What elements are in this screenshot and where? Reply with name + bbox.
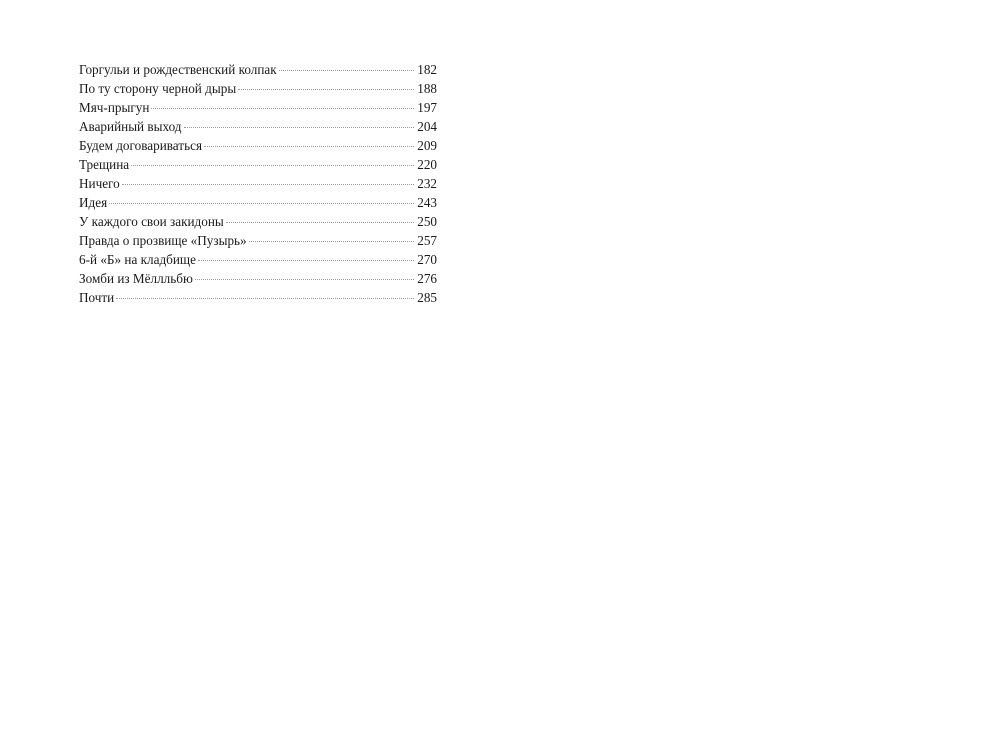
toc-entry-title: По ту сторону черной дыры — [79, 81, 237, 96]
toc-dot-leader — [226, 222, 414, 223]
toc-dot-leader — [184, 127, 415, 128]
toc-entry — [79, 193, 437, 212]
toc-entry-title: У каждого свои закидоны — [79, 214, 224, 229]
toc-dot-leader — [249, 241, 415, 242]
toc-entry-page: 285 — [417, 290, 437, 305]
toc-entry — [79, 288, 437, 307]
toc-entry-title: Аварийный выход — [79, 119, 182, 134]
toc-entry — [79, 60, 437, 79]
toc-entry — [79, 231, 437, 250]
toc-entry-page: 188 — [417, 81, 437, 96]
toc-dot-leader — [238, 89, 414, 90]
table-of-contents — [79, 60, 437, 307]
toc-entry-page: 276 — [417, 271, 437, 286]
toc-entry-title: Правда о прозвище «Пузырь» — [79, 233, 247, 248]
toc-dot-leader — [131, 165, 414, 166]
toc-entry-title: Будем договариваться — [79, 138, 203, 153]
toc-entry-page: 270 — [417, 252, 437, 267]
toc-dot-leader — [204, 146, 414, 147]
toc-entry-page: 250 — [417, 214, 437, 229]
toc-entry — [79, 117, 437, 136]
toc-entry-title: Горгульи и рождественский колпак — [79, 62, 277, 77]
toc-entry — [79, 155, 437, 174]
toc-entry-page: 204 — [417, 119, 437, 134]
toc-entry-page: 182 — [417, 62, 437, 77]
toc-entry-page: 197 — [417, 100, 437, 115]
toc-entry-title: Идея — [79, 195, 108, 210]
toc-entry-title: Мяч-прыгун — [79, 100, 150, 115]
toc-entry-title: Зомби из Мёллльбю — [79, 271, 193, 286]
toc-dot-leader — [279, 70, 415, 71]
toc-entry-title: Трещина — [79, 157, 130, 172]
toc-entry — [79, 174, 437, 193]
toc-entry — [79, 212, 437, 231]
toc-entry-page: 243 — [417, 195, 437, 210]
toc-entry — [79, 79, 437, 98]
toc-entry — [79, 98, 437, 117]
toc-dot-leader — [195, 279, 414, 280]
toc-entry — [79, 136, 437, 155]
toc-entry-page: 257 — [417, 233, 437, 248]
toc-dot-leader — [116, 298, 414, 299]
toc-entry-page: 220 — [417, 157, 437, 172]
toc-entry-title: 6-й «Б» на кладбище — [79, 252, 196, 267]
toc-dot-leader — [122, 184, 414, 185]
toc-entry — [79, 250, 437, 269]
toc-dot-leader — [109, 203, 414, 204]
toc-entry-page: 232 — [417, 176, 437, 191]
toc-entry — [79, 269, 437, 288]
toc-entry-title: Почти — [79, 290, 115, 305]
toc-entry-page: 209 — [417, 138, 437, 153]
toc-dot-leader — [151, 108, 414, 109]
toc-entry-title: Ничего — [79, 176, 120, 191]
toc-dot-leader — [198, 260, 414, 261]
